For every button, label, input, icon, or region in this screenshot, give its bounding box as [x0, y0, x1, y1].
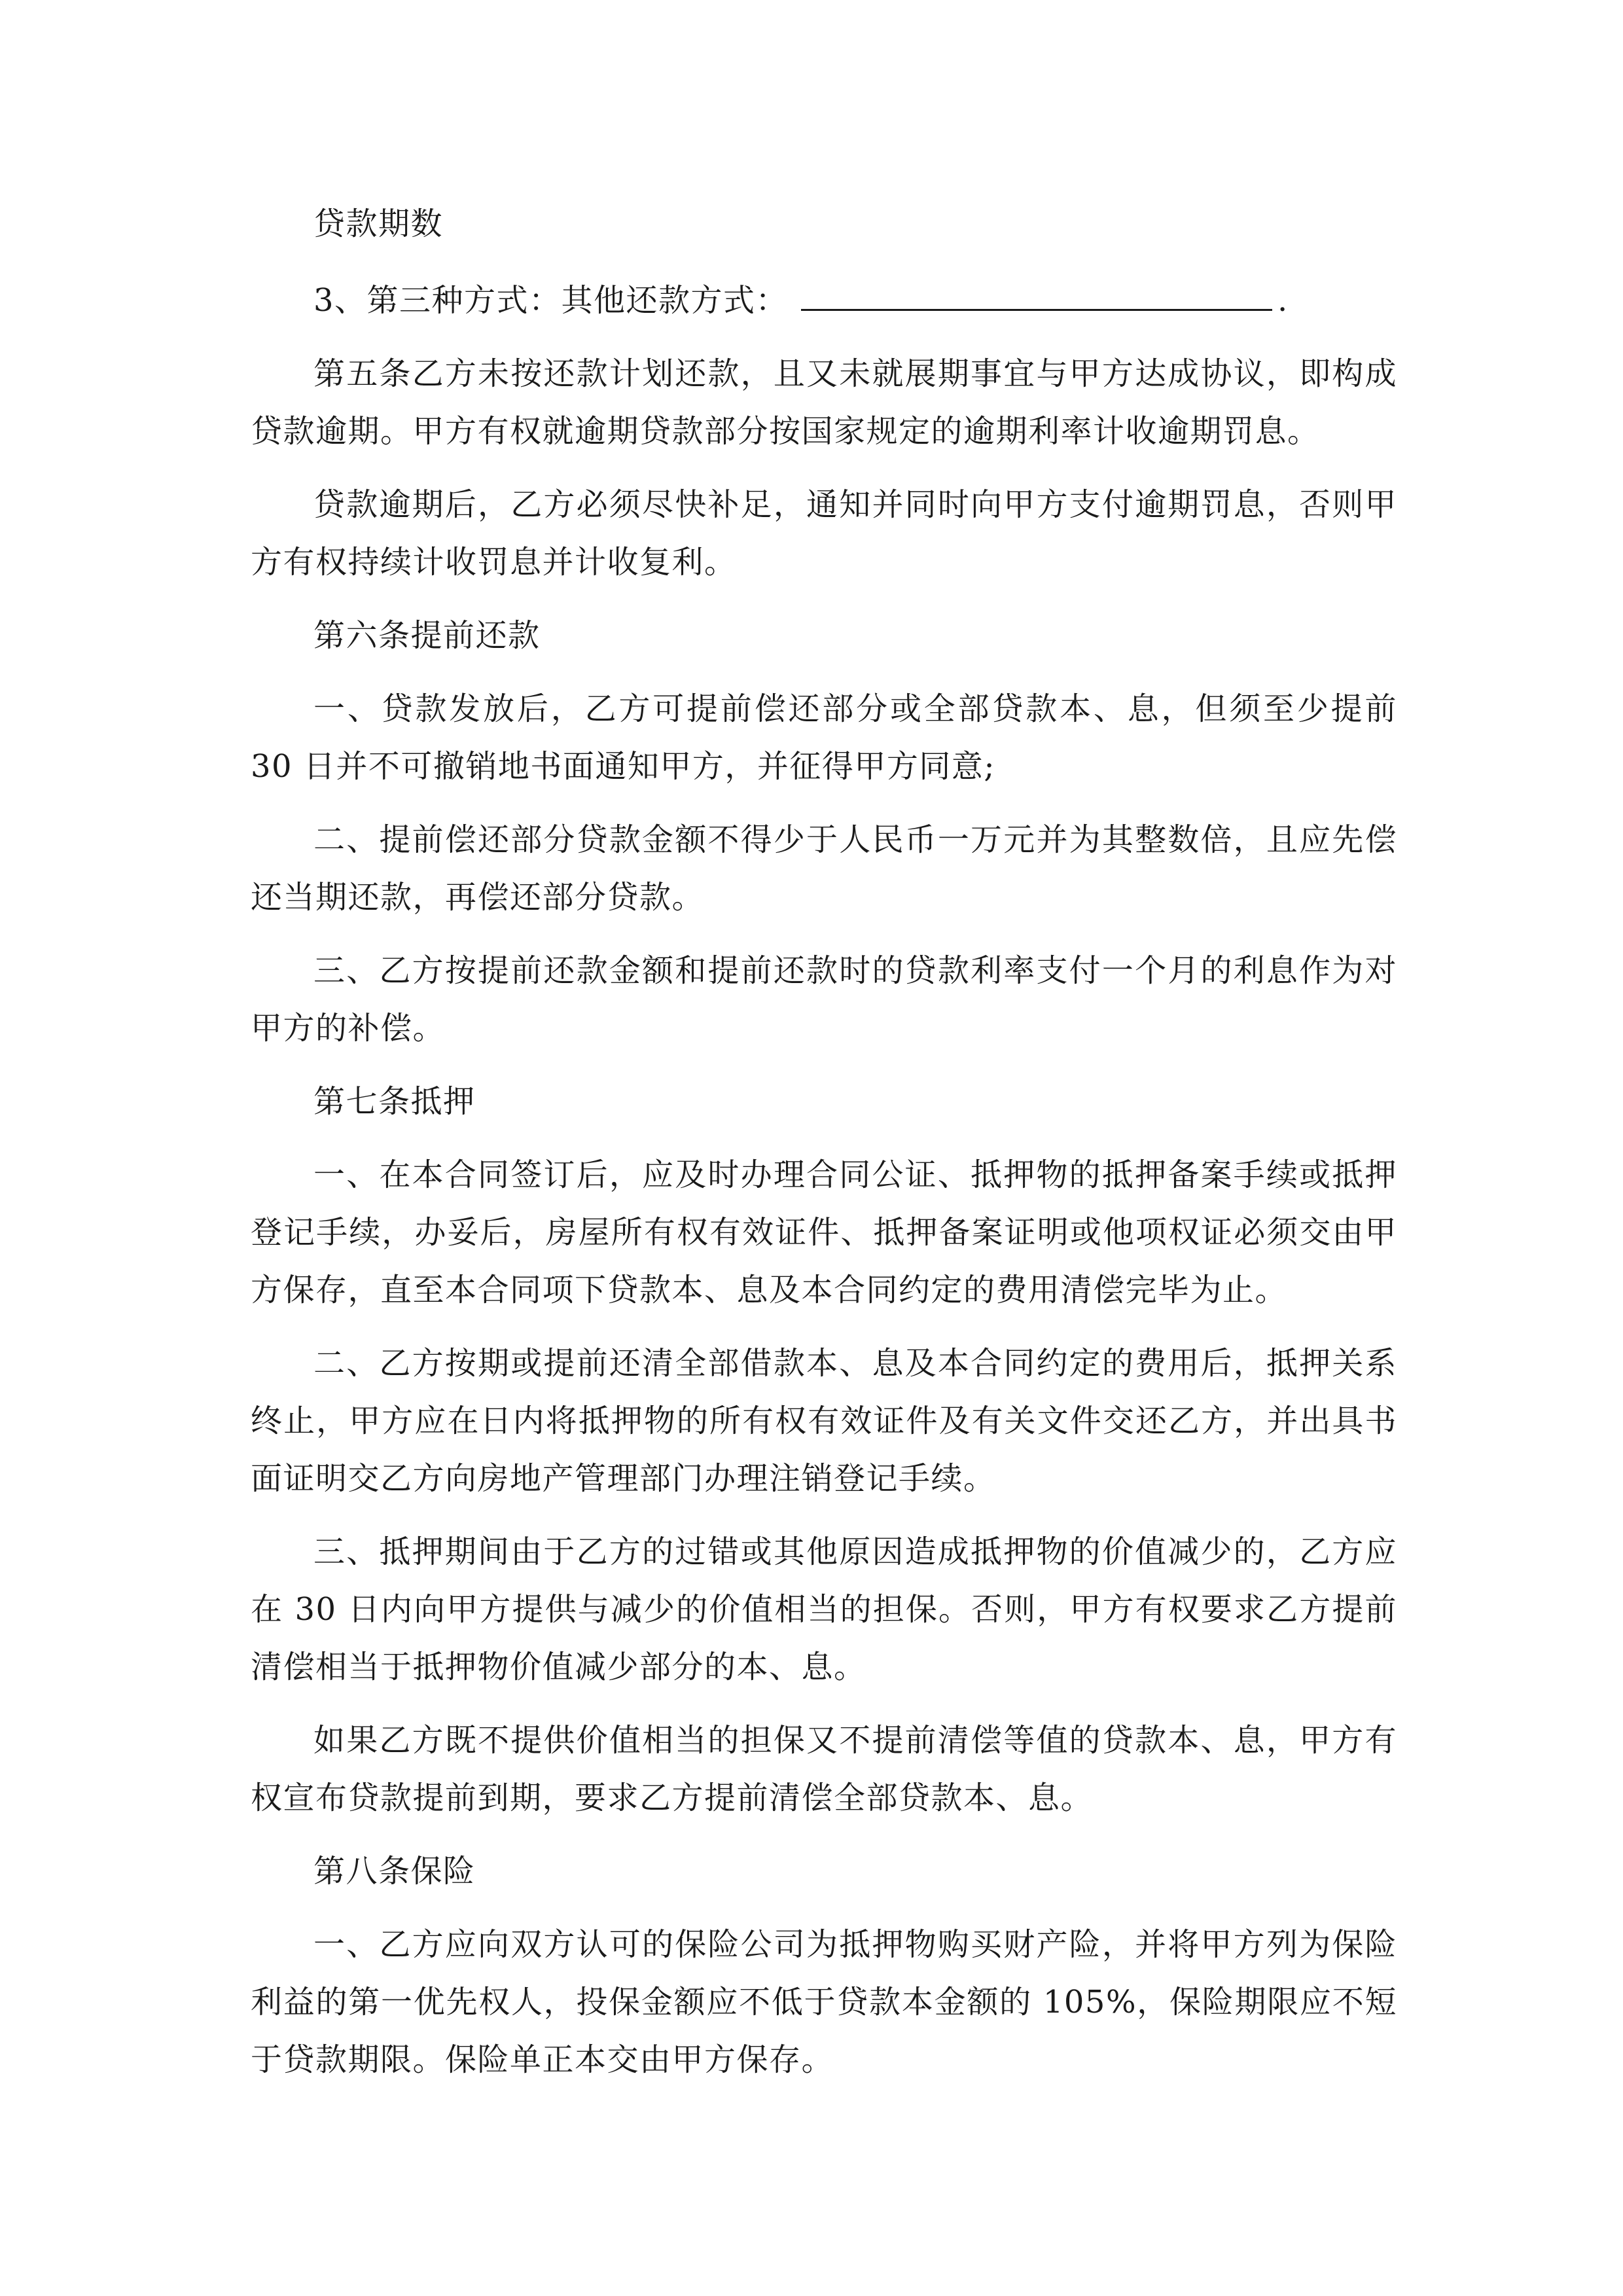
paragraph-article-5: 第五条乙方未按还款计划还款，且又未就展期事宜与甲方达成协议，即构成贷款逾期。甲方有权就逾期贷款部分按国家规定的逾期利率计收逾期罚息。: [251, 355, 1397, 450]
heading-article-8: 第八条保险: [313, 1853, 476, 1890]
document-body: [251, 195, 1397, 2104]
paragraph-loan-periods: 贷款期数: [313, 206, 444, 242]
other-repayment-label: 3、第三种方式：其他还款方式：: [313, 282, 789, 319]
blank-fill-line: [801, 268, 1272, 311]
paragraph-mortgage-1: 一、在本合同签订后，应及时办理合同公证、抵押物的抵押备案手续或抵押登记手续，办妥后，房屋所有权有效证件、抵押备案证明或他项权证必须交由甲方保存，直至本合同项下贷款本、息及本合同约定的费用清偿完毕为止。: [251, 1157, 1397, 1308]
paragraph-prepay-3: 三、乙方按提前还款金额和提前还款时的贷款利率支付一个月的利息作为对甲方的补偿。: [251, 952, 1397, 1047]
paragraph-mortgage-4: 如果乙方既不提供价值相当的担保又不提前清偿等值的贷款本、息，甲方有权宣布贷款提前到期，要求乙方提前清偿全部贷款本、息。: [251, 1722, 1397, 1816]
paragraph-insurance-1: 一、乙方应向双方认可的保险公司为抵押物购买财产险，并将甲方列为保险利益的第一优先权人，投保金额应不低于贷款本金额的 105%，保险期限应不短于贷款期限。保险单正本交由甲方保存。: [251, 1926, 1397, 2078]
paragraph-overdue: 贷款逾期后，乙方必须尽快补足，通知并同时向甲方支付逾期罚息，否则甲方有权持续计收罚息并计收复利。: [251, 486, 1397, 581]
paragraph-prepay-1: 一、贷款发放后，乙方可提前偿还部分或全部贷款本、息，但须至少提前 30 日并不可撤销地书面通知甲方，并征得甲方同意;: [251, 691, 1397, 785]
paragraph-mortgage-2: 二、乙方按期或提前还清全部借款本、息及本合同约定的费用后，抵押关系终止，甲方应在日内将抵押物的所有权有效证件及有关文件交还乙方，并出具书面证明交乙方向房地产管理部门办理注销登记手续。: [251, 1345, 1397, 1497]
paragraph-prepay-2: 二、提前偿还部分贷款金额不得少于人民币一万元并为其整数倍，且应先偿还当期还款，再偿还部分贷款。: [251, 821, 1397, 916]
paragraph-other-repayment-method: [251, 268, 1397, 329]
paragraph-end-period: .: [1277, 282, 1289, 319]
heading-article-6: 第六条提前还款: [313, 617, 541, 654]
heading-article-7: 第七条抵押: [313, 1083, 476, 1120]
paragraph-mortgage-3: 三、抵押期间由于乙方的过错或其他原因造成抵押物的价值减少的，乙方应在 30 日内向甲方提供与减少的价值相当的担保。否则，甲方有权要求乙方提前清偿相当于抵押物价值减少部分的本、息。: [251, 1534, 1397, 1685]
